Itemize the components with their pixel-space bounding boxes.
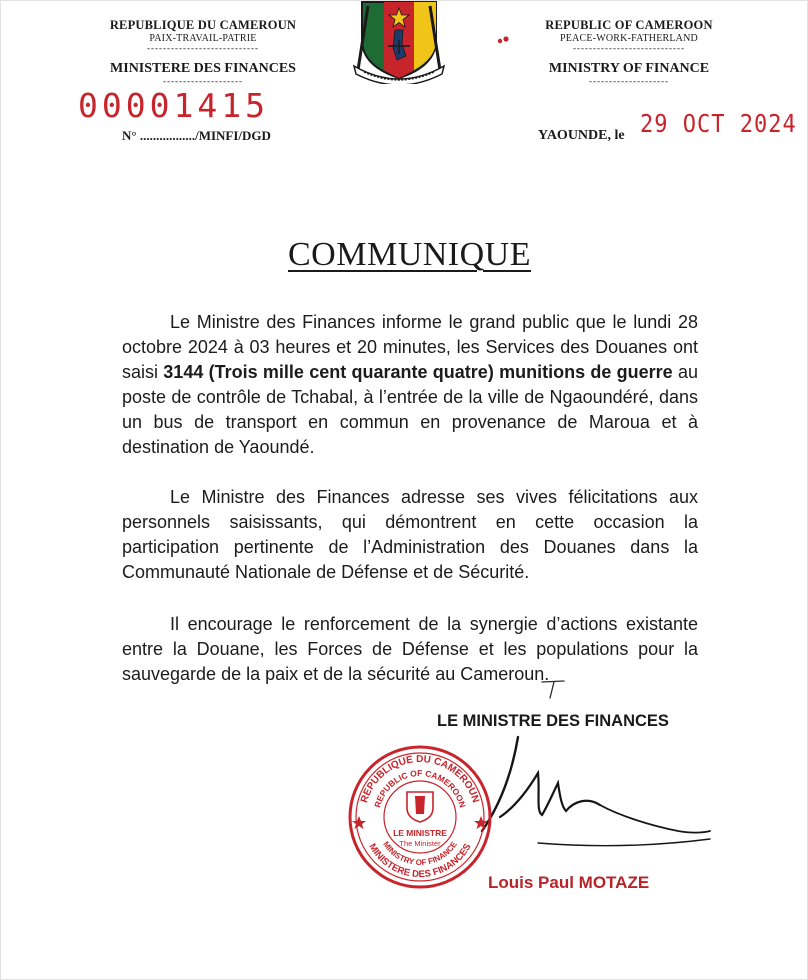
seal-inner-bottom: MINISTRY OF FINANCE: [381, 839, 459, 868]
signatory-name: Louis Paul MOTAZE: [488, 873, 650, 892]
header-right-dashes: ----------------------------: [573, 43, 685, 53]
official-seal: [345, 742, 495, 892]
paragraph-1-text-a: Le Ministre des Finances informe le grand public que le lundi 28 octobre 2024 à 03 heures et 20 minutes, les Services des Douanes ont saisi: [122, 312, 698, 382]
signatory-title: LE MINISTRE DES FINANCES: [437, 712, 669, 730]
document-title: COMMUNIQUE: [288, 236, 531, 273]
date-place: YAOUNDE, le: [538, 128, 625, 143]
seal-outer-top: REPUBLIQUE DU CAMEROUN: [359, 754, 481, 805]
header-right-motto: PEACE-WORK-FATHERLAND: [560, 33, 698, 44]
paragraph-2: [122, 485, 698, 585]
reference-number-stamp: 00001415: [78, 86, 269, 125]
handwritten-signature: [478, 735, 738, 855]
paragraph-1-text-b: au poste de contrôle de Tchabal, à l’entrée de la ville de Ngaoundéré, dans un bus de transport en commun en provenance de Maroua et à destination de Yaoundé.: [122, 362, 698, 457]
header-left-motto: PAIX-TRAVAIL-PATRIE: [149, 33, 257, 44]
reference-number-line: N° ................./MINFI/DGD: [122, 128, 271, 143]
seal-outer-bottom: MINISTERE DES FINANCES: [366, 841, 474, 881]
header-right-country: REPUBLIC OF CAMEROON: [545, 18, 713, 32]
header-left-ministry-dashes: --------------------: [163, 76, 243, 86]
red-mark-icon: [496, 34, 510, 46]
seal-inner-top: REPUBLIC OF CAMEROON: [372, 767, 468, 809]
header-left-ministry: MINISTERE DES FINANCES: [110, 61, 296, 76]
paragraph-2-text: Le Ministre des Finances adresse ses vives félicitations aux personnels saisissants, qui démontrent en cette occasion la participation pertinente de l’Administration des Douanes dans la Communauté Nationale de Défense et de Sécurité.: [122, 487, 698, 582]
header-right: [514, 18, 744, 85]
paragraph-1: [122, 310, 698, 460]
paragraph-3: [122, 612, 698, 687]
header-left: [88, 18, 318, 85]
header-left-country: REPUBLIQUE DU CAMEROUN: [109, 18, 297, 32]
header-right-ministry: MINISTRY OF FINANCE: [548, 61, 710, 76]
header-left-dashes: ----------------------------: [147, 43, 259, 53]
seal-center-en: The Minister: [399, 839, 441, 848]
seal-center-fr: LE MINISTRE: [393, 828, 447, 838]
paragraph-1-bold: 3144 (Trois mille cent quarante quatre) munitions de guerre: [163, 362, 673, 382]
pen-tick-mark: [540, 678, 570, 700]
coat-of-arms-emblem: [340, 0, 458, 84]
paragraph-3-text: Il encourage le renforcement de la synergie d’actions existante entre la Douane, les Forces de Défense et les populations pour la sauvegarde de la paix et de la sécurité au Cameroun.: [122, 614, 698, 684]
date-stamp: 29 OCT 2024: [640, 110, 797, 139]
header-right-ministry-dashes: --------------------: [589, 76, 669, 86]
